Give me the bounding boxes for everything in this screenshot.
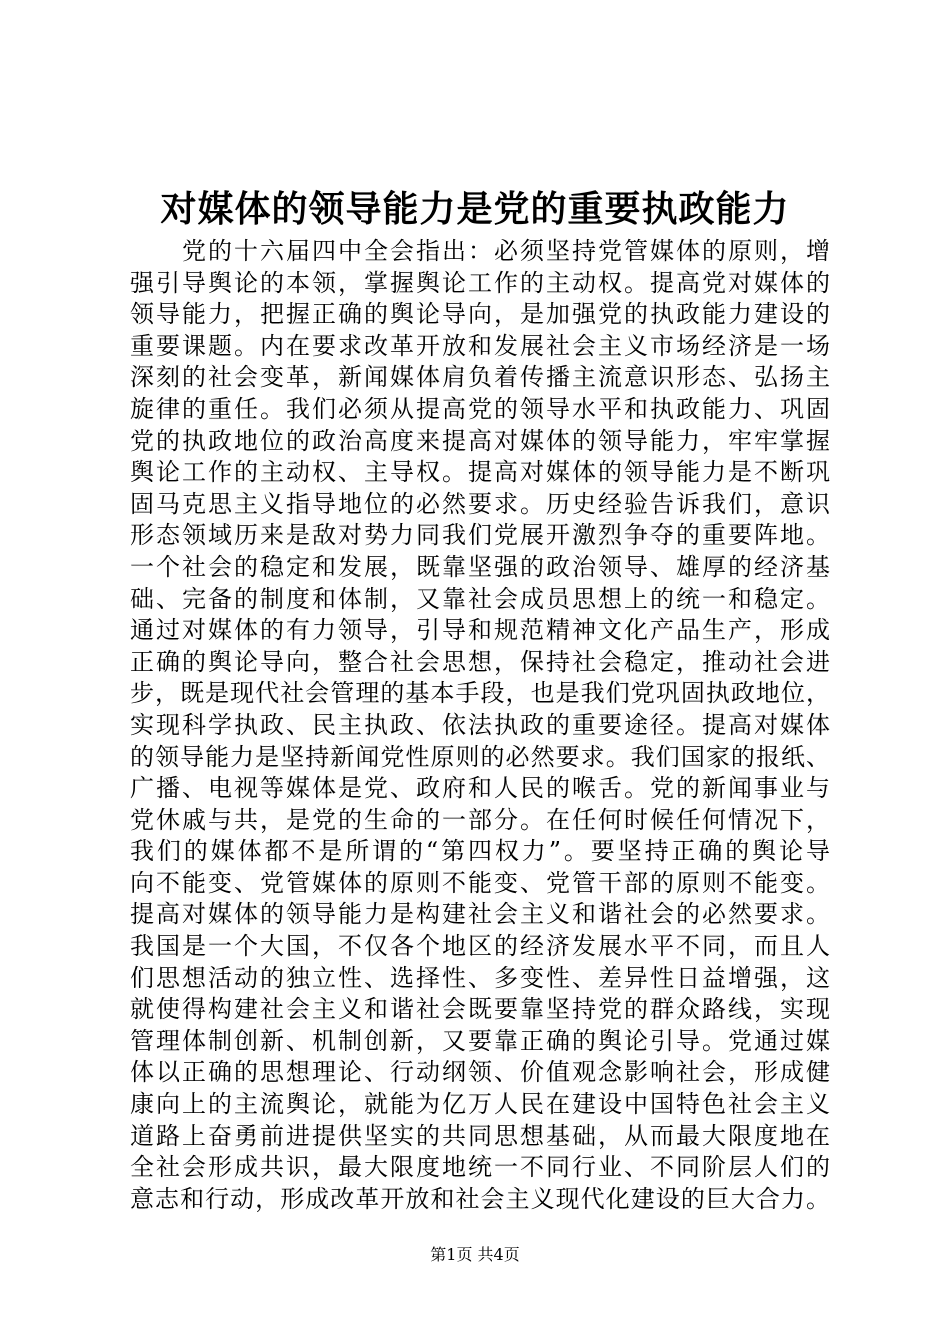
text-line: 康向上的主流舆论，就能为亿万人民在建设中国特色社会主义 <box>130 1090 830 1119</box>
text-line: 旋律的重任。我们必须从提高党的领导水平和执政能力、巩固 <box>130 394 830 423</box>
text-line: 党的执政地位的政治高度来提高对媒体的领导能力，牢牢掌握 <box>130 426 830 455</box>
text-line: 的领导能力是坚持新闻党性原则的必然要求。我们国家的报纸、 <box>130 742 830 771</box>
text-line: 意志和行动，形成改革开放和社会主义现代化建设的巨大合力。 <box>130 1184 830 1213</box>
text-line: 广播、电视等媒体是党、政府和人民的喉舌。党的新闻事业与 <box>130 774 830 803</box>
text-line: 道路上奋勇前进提供坚实的共同思想基础，从而最大限度地在 <box>130 1121 830 1150</box>
text-line: 形态领域历来是敌对势力同我们党展开激烈争夺的重要阵地。 <box>130 521 830 550</box>
text-line: 领导能力，把握正确的舆论导向，是加强党的执政能力建设的 <box>130 300 830 329</box>
text-line: 实现科学执政、民主执政、依法执政的重要途径。提高对媒体 <box>130 710 830 739</box>
page-footer: 第1页 共4页 <box>430 1245 520 1264</box>
text-line: 党休戚与共，是党的生命的一部分。在任何时候任何情况下， <box>130 805 830 834</box>
text-line: 我国是一个大国，不仅各个地区的经济发展水平不同，而且人 <box>130 932 830 961</box>
text-line: 我们的媒体都不是所谓的“第四权力”。要坚持正确的舆论导 <box>130 837 830 866</box>
text-line: 提高对媒体的领导能力是构建社会主义和谐社会的必然要求。 <box>130 900 830 929</box>
text-line: 们思想活动的独立性、选择性、多变性、差异性日益增强，这 <box>130 963 830 992</box>
page-title: 对媒体的领导能力是党的重要执政能力 <box>160 188 790 230</box>
text-line: 党的十六届四中全会指出：必须坚持党管媒体的原则，增 <box>130 237 830 265</box>
body-paragraph <box>130 236 830 1215</box>
text-line: 正确的舆论导向，整合社会思想，保持社会稳定，推动社会进 <box>130 647 830 676</box>
text-line: 向不能变、党管媒体的原则不能变、党管干部的原则不能变。 <box>130 868 830 897</box>
text-line: 体以正确的思想理论、行动纲领、价值观念影响社会，形成健 <box>130 1058 830 1087</box>
text-line: 一个社会的稳定和发展，既靠坚强的政治领导、雄厚的经济基 <box>130 552 830 581</box>
text-line: 就使得构建社会主义和谐社会既要靠坚持党的群众路线，实现 <box>130 995 830 1024</box>
text-line: 础、完备的制度和体制，又靠社会成员思想上的统一和稳定。 <box>130 584 830 613</box>
text-line: 重要课题。内在要求改革开放和发展社会主义市场经济是一场 <box>130 331 830 360</box>
text-line: 舆论工作的主动权、主导权。提高对媒体的领导能力是不断巩 <box>130 458 830 487</box>
text-line: 全社会形成共识，最大限度地统一不同行业、不同阶层人们的 <box>130 1153 830 1182</box>
text-line: 通过对媒体的有力领导，引导和规范精神文化产品生产，形成 <box>130 616 830 645</box>
text-line: 强引导舆论的本领，掌握舆论工作的主动权。提高党对媒体的 <box>130 268 830 297</box>
text-line: 管理体制创新、机制创新，又要靠正确的舆论引导。党通过媒 <box>130 1026 830 1055</box>
text-line: 深刻的社会变革，新闻媒体肩负着传播主流意识形态、弘扬主 <box>130 363 830 392</box>
text-line: 步，既是现代社会管理的基本手段，也是我们党巩固执政地位， <box>130 679 830 708</box>
text-line: 固马克思主义指导地位的必然要求。历史经验告诉我们，意识 <box>130 489 830 518</box>
